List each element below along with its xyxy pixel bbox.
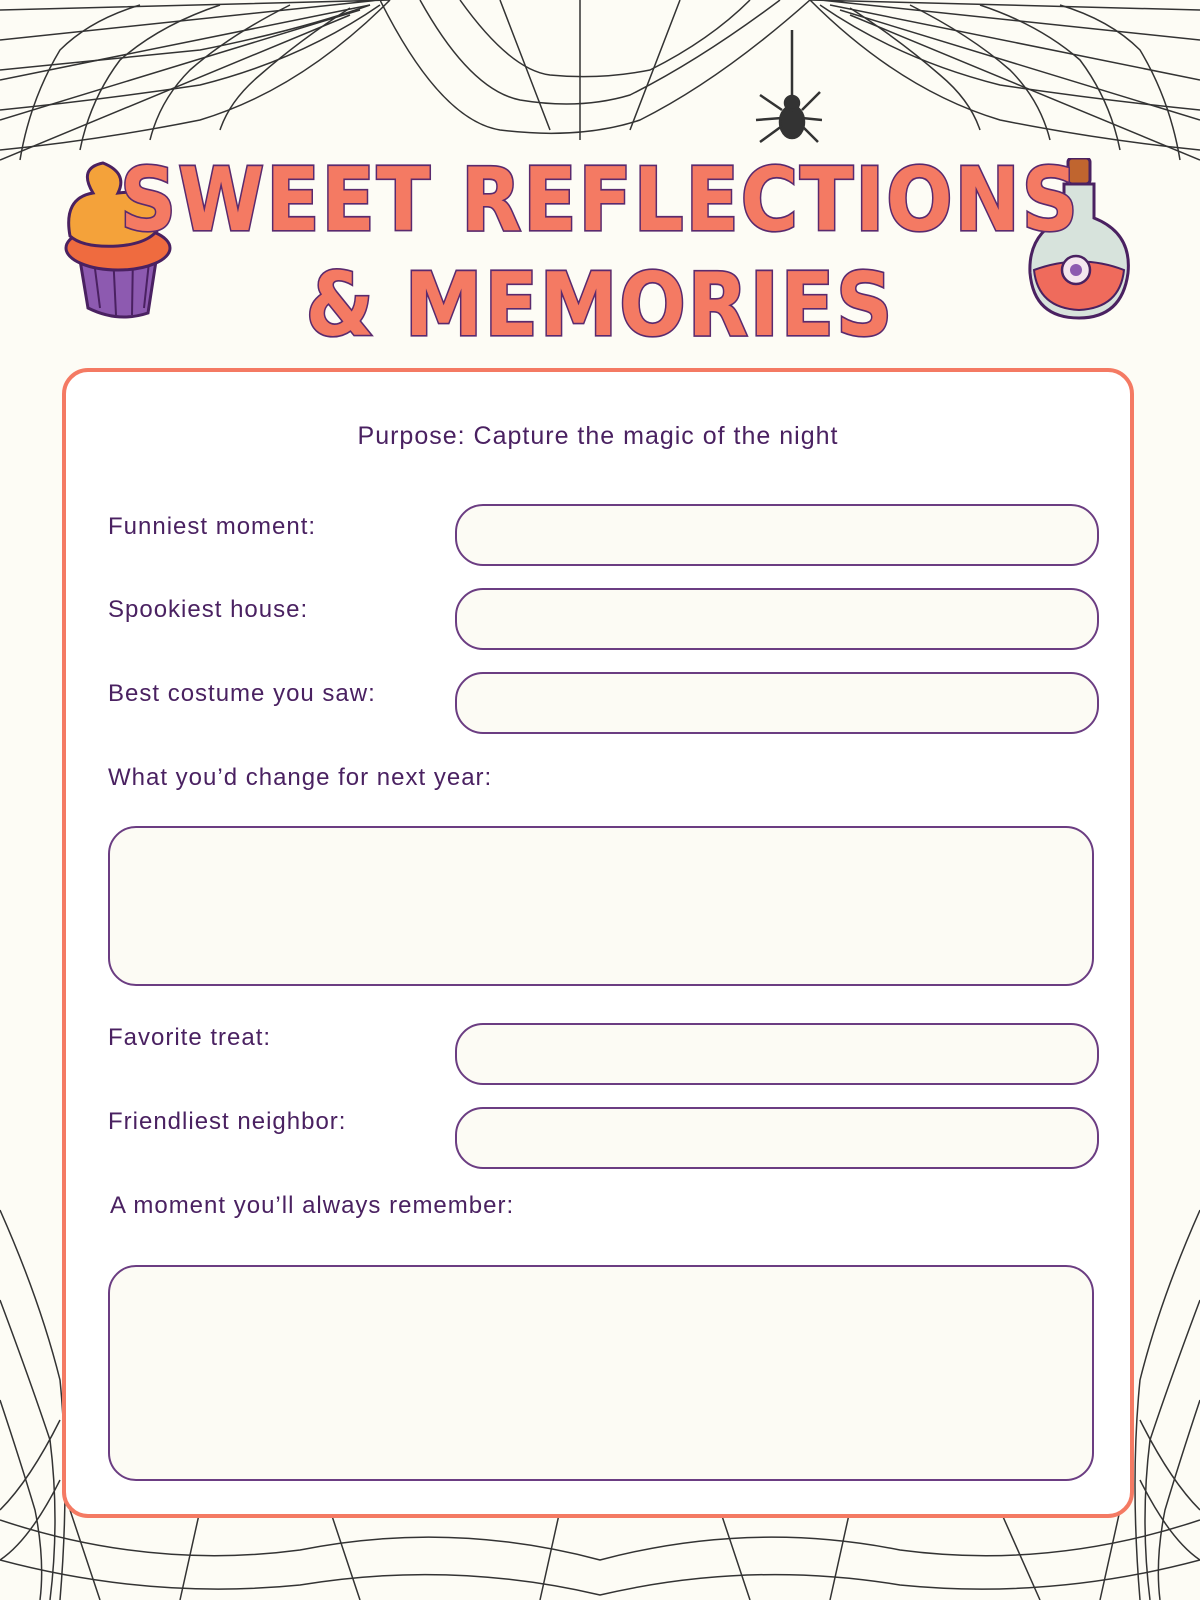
best-costume-field[interactable] bbox=[455, 672, 1099, 734]
funniest-moment-field[interactable] bbox=[455, 504, 1099, 566]
memorable-moment-field[interactable] bbox=[108, 1265, 1094, 1481]
spookiest-house-field[interactable] bbox=[455, 588, 1099, 650]
title-line-2: & MEMORIES bbox=[305, 255, 895, 357]
purpose-text: Purpose: Capture the magic of the night bbox=[357, 422, 839, 450]
spider-web-icon bbox=[0, 1510, 1200, 1600]
memorable-moment-label: A moment you’ll always remember: bbox=[110, 1192, 515, 1219]
spider-web-icon bbox=[780, 0, 1200, 170]
friendliest-neighbor-label: Friendliest neighbor: bbox=[108, 1108, 347, 1135]
spookiest-house-label: Spookiest house: bbox=[108, 596, 309, 623]
change-next-year-label: What you’d change for next year: bbox=[108, 764, 493, 791]
favorite-treat-label: Favorite treat: bbox=[108, 1024, 272, 1051]
change-next-year-field[interactable] bbox=[108, 826, 1094, 986]
best-costume-label: Best costume you saw: bbox=[108, 680, 376, 707]
title-line-1: SWEET REFLECTIONS bbox=[120, 150, 1080, 252]
reflection-card bbox=[62, 368, 1134, 1518]
funniest-moment-label: Funniest moment: bbox=[108, 513, 317, 540]
favorite-treat-field[interactable] bbox=[455, 1023, 1099, 1085]
page-title bbox=[0, 148, 1200, 359]
spider-web-icon bbox=[0, 0, 420, 170]
friendliest-neighbor-field[interactable] bbox=[455, 1107, 1099, 1169]
